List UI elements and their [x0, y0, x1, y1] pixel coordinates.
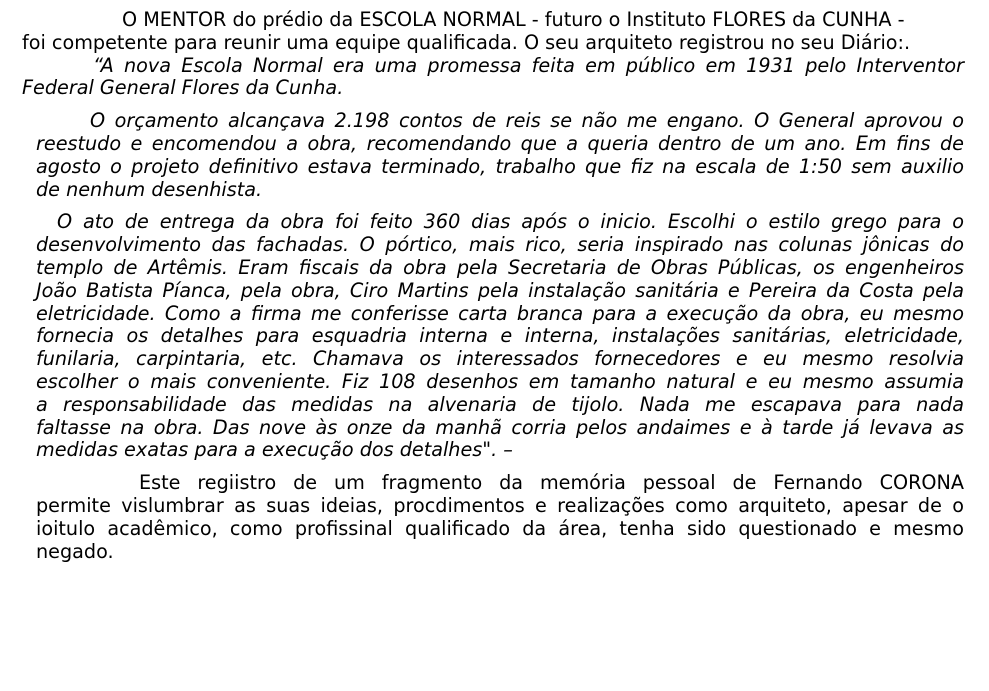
quote1-line2: Federal General Flores da Cunha. — [22, 76, 344, 100]
quote3-line4: João Batista Píanca, pela obra, Ciro Martins pela instalação sanitária e Pereira da Costa pela — [36, 278, 964, 302]
quote3-line6: fornecia os detalhes para esquadria interna e interna, instalações sanitárias, eletricidade, — [36, 324, 964, 348]
quote3-line8: escolher o mais conveniente. Fiz 108 desenhos em tamanho natural e eu mesmo assumia — [36, 369, 964, 393]
paragraph2-line1: Este regiistro de um fragmento da memória pessoal de Fernando CORONA — [139, 471, 964, 495]
quote3-line7: funilaria, carpintaria, etc. Chamava os interessados fornecedores e eu mesmo resolvia — [36, 347, 964, 371]
quote3-line11: medidas exatas para a execução dos detalhes". – — [36, 438, 513, 462]
quote3-line5: eletricidade. Como a firma me conferisse carta branca para a execução da obra, eu mesmo — [36, 301, 964, 325]
quote2-line2: reestudo e encomendou a obra, recomendando que a queria dentro de um ano. Em fins de — [36, 131, 964, 155]
quote3-line3: templo de Artêmis. Eram fiscais da obra pela Secretaria de Obras Públicas, os engenheiros — [36, 255, 964, 279]
quote2-line3: agosto o projeto definitivo estava terminado, trabalho que fiz na escala de 1:50 sem auxilio — [36, 154, 964, 178]
paragraph1-line2: foi competente para reunir uma equipe qualificada. O seu arquiteto registrou no seu Diário:. — [22, 30, 911, 54]
paragraph1-line1: O MENTOR do prédio da ESCOLA NORMAL - futuro o Instituto FLORES da CUNHA - — [122, 8, 905, 31]
paragraph2-line4: negado. — [36, 539, 114, 563]
paragraph2-line3: ioitulo acadêmico, como profissinal qualificado da área, tenha sido questionado e mesmo — [36, 516, 964, 540]
quote2-line4: de nenhum desenhista. — [36, 177, 263, 201]
quote3-line1: O ato de entrega da obra foi feito 360 dias após o inicio. Escolhi o estilo grego para o — [57, 210, 964, 234]
document-page — [22, 9, 964, 563]
quote1-line1: “A nova Escola Normal era uma promessa feita em público em 1931 pelo Interventor — [93, 53, 964, 77]
quote3-line10: faltasse na obra. Das nove às onze da manhã corria pelos andaimes e à tarde já levava as — [36, 415, 964, 439]
quote2-line1: O orçamento alcançava 2.198 contos de reis se não me engano. O General aprovou o — [90, 109, 964, 133]
quote3-line2: desenvolvimento das fachadas. O pórtico, mais rico, seria inspirado nas colunas jônicas do — [36, 233, 964, 257]
quote3-line9: a responsabilidade das medidas na alvenaria de tijolo. Nada me escapava para nada — [36, 392, 964, 416]
paragraph2-line2: permite vislumbrar as suas ideias, procdimentos e realizações como arquiteto, apesar de o — [36, 493, 964, 517]
